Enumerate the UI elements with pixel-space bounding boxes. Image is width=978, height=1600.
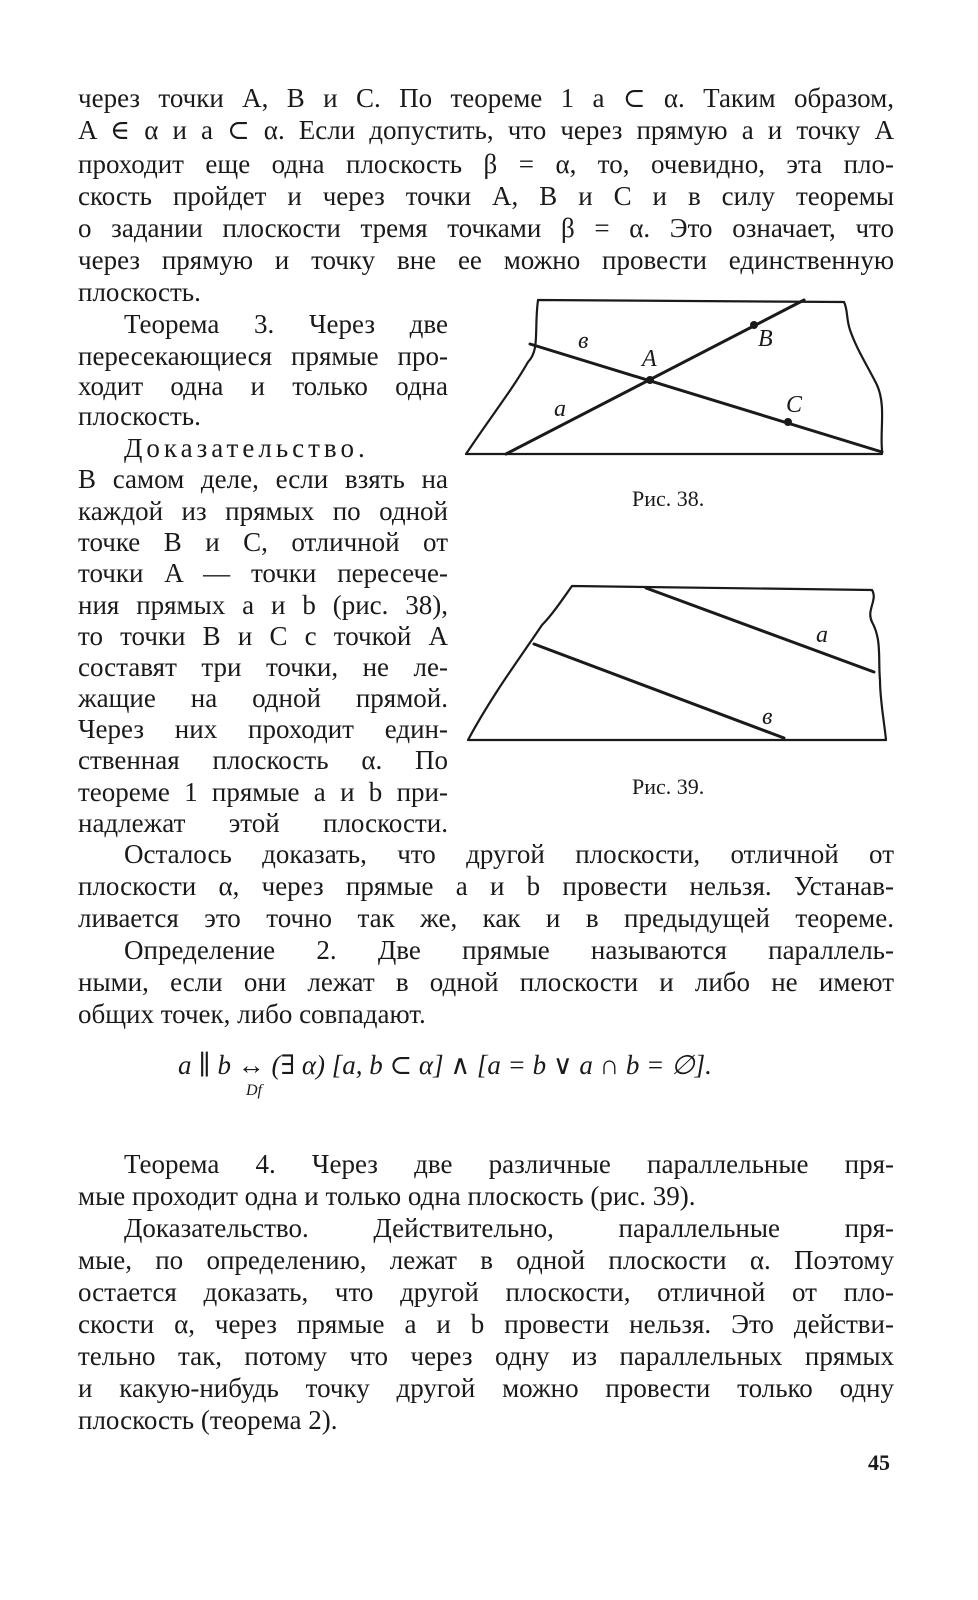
text-line: теореме 1 прямые a и b при-: [78, 777, 448, 807]
point-B: [750, 321, 758, 329]
proof-heading: Доказательство. Действительно, параллельные пря-: [124, 1213, 894, 1243]
text-line: ливается это точно так же, как и в предыдущей теореме.: [78, 903, 894, 933]
text-line: В самом деле, если взять на: [78, 464, 448, 494]
label-b: в: [578, 328, 589, 354]
line-a: [646, 588, 874, 672]
figure-38: [462, 290, 902, 470]
text-line: ния прямых a и b (рис. 38),: [78, 590, 448, 620]
text-line: точки A — точки пересече-: [78, 558, 448, 588]
plane-outline: [466, 300, 882, 454]
text-line: составят три точки, не ле-: [78, 652, 448, 682]
text-line: проходит еще одна плоскость β = α, то, очевидно, эта пло-: [78, 149, 894, 179]
definition-2-heading: Определение 2. Две прямые называются параллель-: [124, 935, 894, 965]
label-a: a: [554, 396, 566, 422]
plane-outline: [468, 586, 886, 740]
line-a: [506, 300, 804, 454]
label-A: A: [642, 346, 657, 372]
theorem-3-heading: Теорема 3. Через две: [124, 309, 448, 339]
text-line: скости α, через прямые a и b провести нельзя. Это действи-: [78, 1309, 894, 1339]
point-C: [784, 418, 792, 426]
figure-39-caption: Рис. 39.: [632, 774, 705, 799]
figure-38-caption: Рис. 38.: [632, 486, 705, 511]
theorem-4-heading: Теорема 4. Через две различные параллельные пря-: [124, 1149, 894, 1179]
text-line: тельно так, потому что через одну из параллельных прямых: [78, 1341, 894, 1371]
text-line: мые проходит одна и только одна плоскость (рис. 39).: [78, 1181, 696, 1211]
text-line: через прямую и точку вне ее можно провести единственную: [78, 245, 894, 275]
text-line: ходит одна и только одна: [78, 371, 448, 401]
text-line: A ∈ α и a ⊂ α. Если допустить, что через прямую a и точку A: [78, 115, 894, 145]
text-line: жащие на одной прямой.: [78, 683, 448, 713]
point-A: [646, 376, 654, 384]
label-a: a: [816, 622, 828, 648]
text-line: ственная плоскость α. По: [78, 745, 448, 775]
text-line: точке B и C, отличной от: [78, 527, 448, 557]
text-line: то точки B и C с точкой A: [78, 621, 448, 651]
text-line: Через них проходит един-: [78, 714, 448, 744]
text-line: пересекающиеся прямые про-: [78, 341, 448, 371]
text-line: каждой из прямых по одной: [78, 496, 448, 526]
line-b: [534, 644, 784, 738]
text-line: надлежат этой плоскости.: [78, 808, 448, 838]
text-line: плоскость (теорема 2).: [78, 1405, 338, 1435]
text-line: плоскость.: [78, 401, 201, 431]
text-line: мые, по определению, лежат в одной плоскости α. Поэтому: [78, 1245, 894, 1275]
formula-subscript: Df: [246, 1082, 262, 1099]
text-line: плоскости α, через прямые a и b провести нельзя. Устанав-: [78, 871, 894, 901]
figure-39: [462, 580, 902, 752]
text-line: остается доказать, что другой плоскости, отличной от пло-: [78, 1277, 894, 1307]
label-b: в: [762, 704, 773, 730]
text-line: ными, если они лежат в одной плоскости и либо не имеют: [78, 967, 894, 997]
text-line: скость пройдет и через точки A, B и C и в силу теоремы: [78, 181, 894, 211]
label-C: C: [786, 392, 803, 418]
text-line: через точки A, B и C. По теореме 1 a ⊂ α. Таким образом,: [78, 83, 894, 113]
definition-formula: a ∥ b ↔ (∃ α) [a, b ⊂ α] ∧ [a = b ∨ a ∩ b = ∅].: [178, 1050, 712, 1080]
text-line: общих точек, либо совпадают.: [78, 999, 426, 1029]
text-line: и какую-нибудь точку другой можно провести только одну: [78, 1373, 894, 1403]
page-number: 45: [868, 1450, 890, 1475]
text-line: Осталось доказать, что другой плоскости, отличной от: [124, 839, 894, 869]
label-B: B: [758, 326, 773, 352]
text-line: о задании плоскости тремя точками β = α. Это означает, что: [78, 213, 894, 243]
text-line: плоскость.: [78, 277, 201, 307]
line-b: [530, 344, 882, 452]
proof-heading: Доказательство.: [124, 433, 369, 463]
